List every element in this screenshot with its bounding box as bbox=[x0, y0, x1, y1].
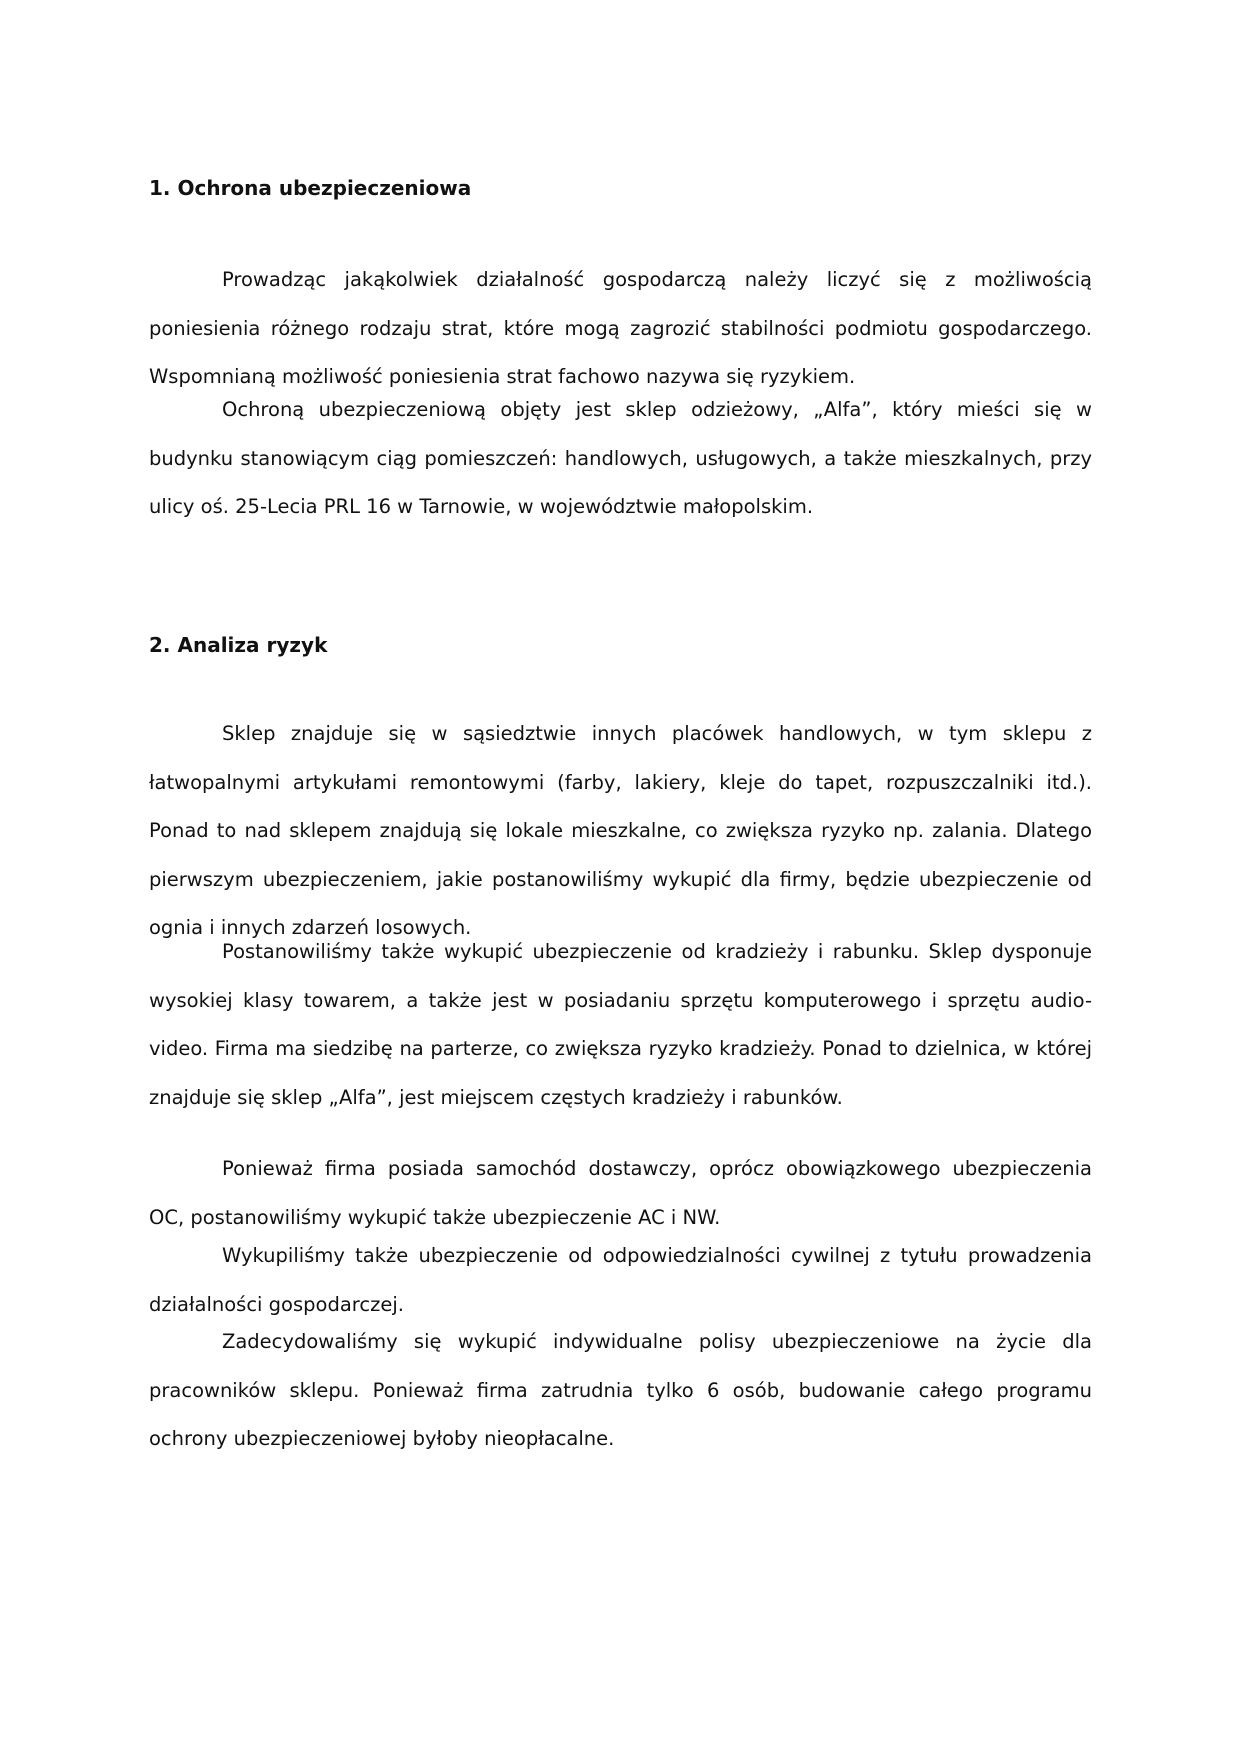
section-heading-ochrona: 1. Ochrona ubezpieczeniowa bbox=[149, 176, 472, 200]
paragraph-ubezpieczenie-pojazdu: Ponieważ firma posiada samochód dostawczy, oprócz obowiązkowego ubezpieczenia OC, postanowiliśmy wykupić także ubezpieczenie AC i NW. bbox=[149, 1157, 1092, 1229]
section-heading-analiza-ryzyk: 2. Analiza ryzyk bbox=[149, 633, 328, 657]
paragraph-odpowiedzialnosc-cywilna: Wykupiliśmy także ubezpieczenie od odpowiedzialności cywilnej z tytułu prowadzenia działalności gospodarczej. bbox=[149, 1244, 1092, 1316]
paragraph-ryzyko-definicja: Prowadząc jakąkolwiek działalność gospodarczą należy liczyć się z możliwością poniesienia różnego rodzaju strat, które mogą zagrozić stabilności podmiotu gospodarczego. Wspomnianą możliwość poniesienia strat fachowo nazywa się ryzykiem. bbox=[149, 268, 1092, 388]
paragraph-ryzyko-kradziezy: Postanowiliśmy także wykupić ubezpieczenie od kradzieży i rabunku. Sklep dysponuje wysokiej klasy towarem, a także jest w posiadaniu sprzętu komputerowego i sprzętu audio-video. Firma ma siedzibę na parterze, co zwiększa ryzyko kradzieży. Ponad to dzielnica, w której znajduje się sklep „Alfa”, jest miejscem częstych kradzieży i rabunków. bbox=[149, 940, 1092, 1109]
paragraph-polisy-na-zycie: Zadecydowaliśmy się wykupić indywidualne polisy ubezpieczeniowe na życie dla pracowników sklepu. Ponieważ firma zatrudnia tylko 6 osób, budowanie całego programu ochrony ubezpieczeniowej byłoby nieopłacalne. bbox=[149, 1330, 1092, 1450]
paragraph-ryzyko-ognia: Sklep znajduje się w sąsiedztwie innych placówek handlowych, w tym sklepu z łatwopalnymi artykułami remontowymi (farby, lakiery, kleje do tapet, rozpuszczalniki itd.). Ponad to nad sklepem znajdują się lokale mieszkalne, co zwiększa ryzyko np. zalania. Dlatego pierwszym ubezpieczeniem, jakie postanowiliśmy wykupić dla firmy, będzie ubezpieczenie od ognia i innych zdarzeń losowych. bbox=[149, 722, 1092, 939]
paragraph-sklep-alfa-lokalizacja: Ochroną ubezpieczeniową objęty jest sklep odzieżowy, „Alfa”, który mieści się w budynku stanowiącym ciąg pomieszczeń: handlowych, usługowych, a także mieszkalnych, przy ulicy oś. 25-Lecia PRL 16 w Tarnowie, w województwie małopolskim. bbox=[149, 398, 1092, 518]
